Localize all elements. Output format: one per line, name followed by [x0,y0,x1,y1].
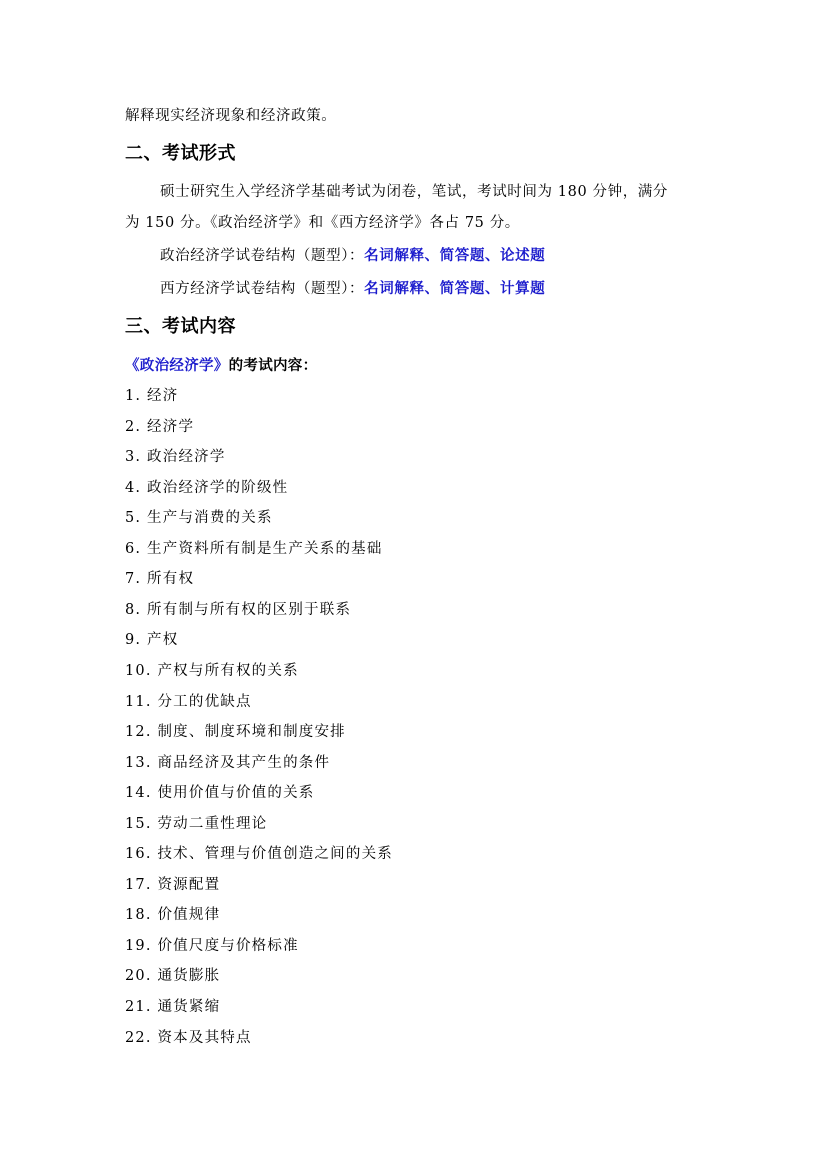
list-item: 21. 通货紧缩 [125,999,221,1015]
list-item: 6. 生产资料所有制是生产关系的基础 [125,540,383,557]
list-item: 11. 分工的优缺点 [125,693,252,710]
list-item: 16. 技术、管理与价值创造之间的关系 [125,846,393,863]
exam-format-paragraph-line-1: 硕士研究生入学经济学基础考试为闭卷，笔试，考试时间为 180 分钟，满分 [160,184,668,200]
list-item: 4. 政治经济学的阶级性 [125,479,289,496]
list-item: 8. 所有制与所有权的区别于联系 [125,601,352,618]
western-economics-structure-label: 西方经济学试卷结构（题型）： [160,281,365,297]
list-item: 14. 使用价值与价值的关系 [125,785,315,802]
list-item: 3. 政治经济学 [125,449,226,466]
list-item: 12. 制度、制度环境和制度安排 [125,724,346,741]
list-item: 19. 价值尺度与价格标准 [125,937,299,954]
section-2-heading: 二、考试形式 [125,143,236,164]
list-item: 15. 劳动二重性理论 [125,815,268,832]
political-economy-content-subheading [125,356,317,376]
list-item: 22. 资本及其特点 [125,1029,252,1046]
list-item: 13. 商品经济及其产生的条件 [125,754,331,771]
list-item: 18. 价值规律 [125,907,221,924]
list-item: 10. 产权与所有权的关系 [125,662,299,679]
list-item: 9. 产权 [125,632,179,649]
western-economics-question-types: 名词解释、简答题、计算题 [364,281,546,297]
political-economy-structure-label: 政治经济学试卷结构（题型）： [160,248,365,264]
list-item: 2. 经济学 [125,418,195,435]
political-economy-structure [160,246,545,266]
western-economics-structure [160,279,545,299]
list-item: 1. 经济 [125,388,179,404]
political-economy-question-types: 名词解释、简答题、论述题 [364,248,546,264]
list-item: 7. 所有权 [125,571,195,588]
list-item: 20. 通货膨胀 [125,968,221,985]
list-item: 17. 资源配置 [125,876,221,893]
content-subheading-suffix: 的考试内容： [228,358,318,374]
political-economy-title: 《政治经济学》 [125,358,229,374]
list-item: 5. 生产与消费的关系 [125,510,273,527]
section-3-heading: 三、考试内容 [125,316,236,337]
intro-line: 解释现实经济现象和经济政策。 [125,108,337,124]
exam-format-paragraph-line-2: 为 150 分。《政治经济学》和《西方经济学》各占 75 分。 [125,215,520,231]
